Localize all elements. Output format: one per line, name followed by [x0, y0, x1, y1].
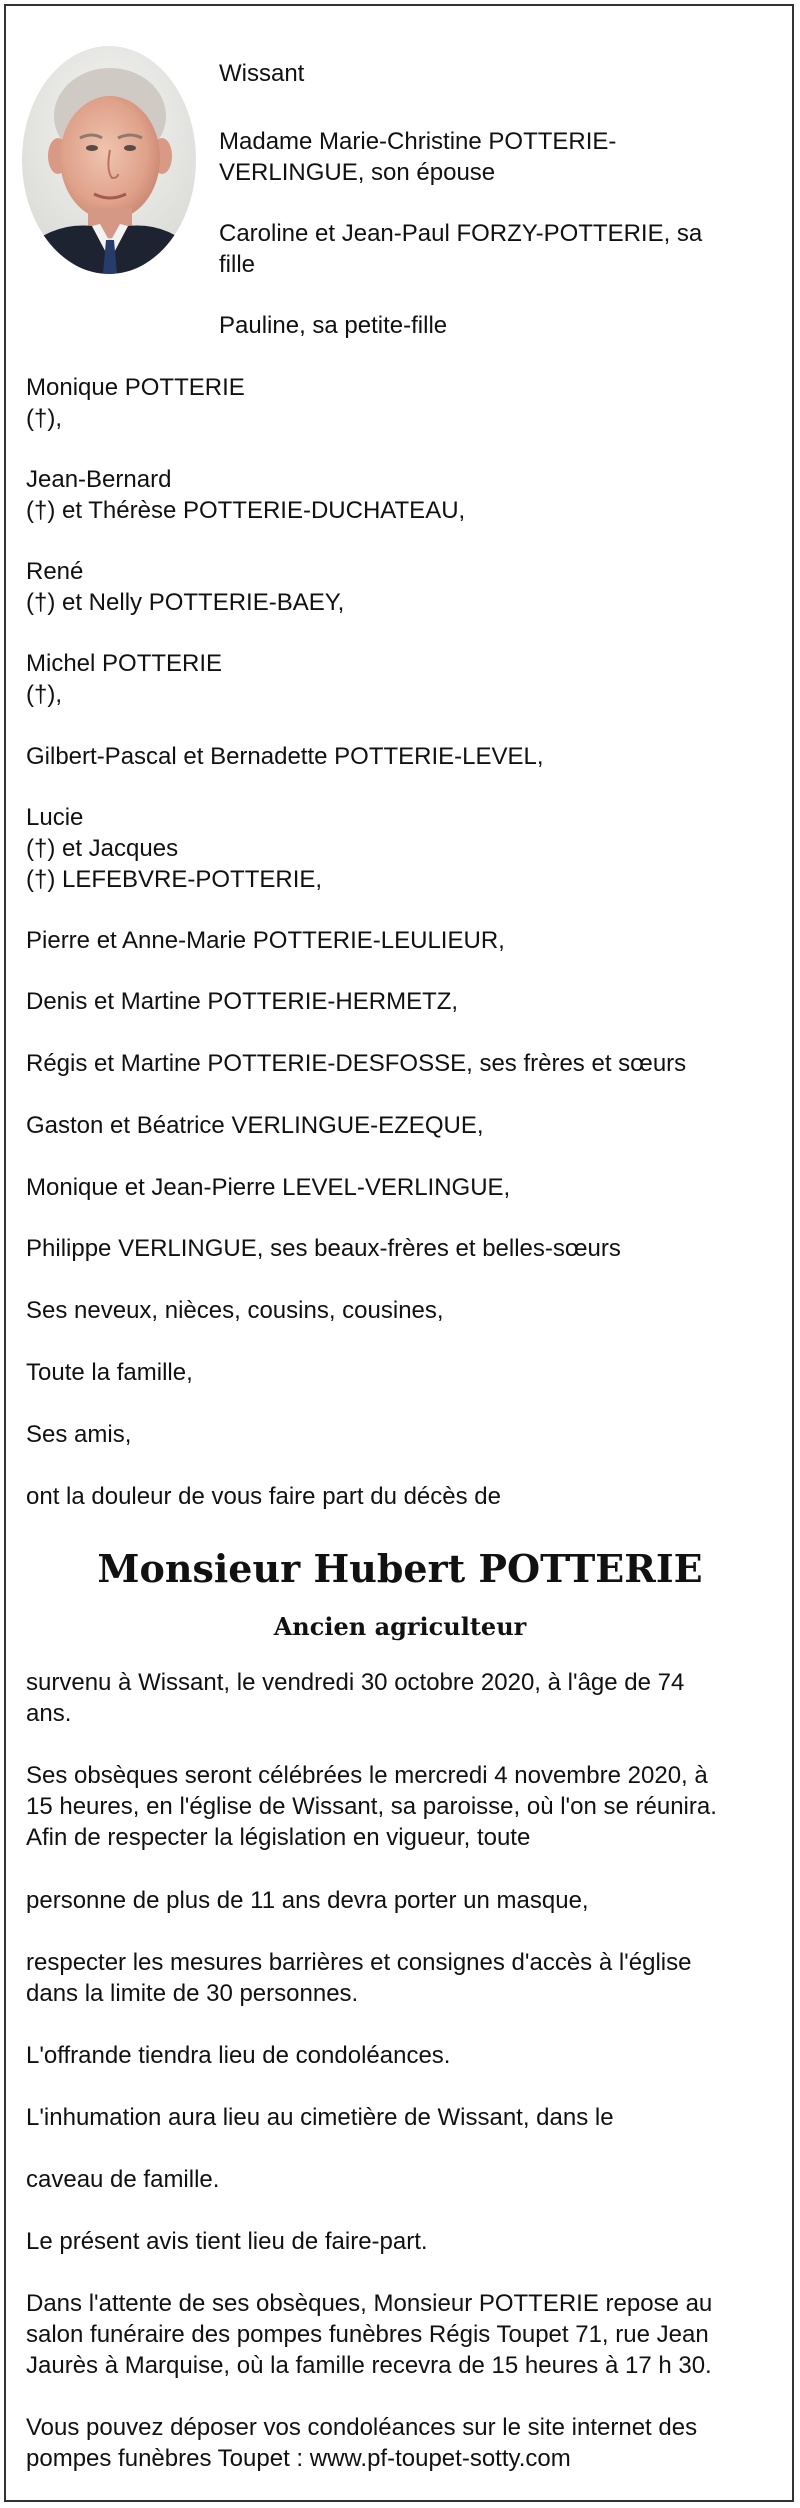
detail-line: caveau de famille. — [26, 2166, 220, 2193]
daughter-line-1: Caroline et Jean-Paul FORZY-POTTERIE, sa — [219, 220, 703, 247]
sibling-line: (†) LEFEBVRE-POTTERIE, — [26, 866, 323, 893]
sibling-line: Régis et Martine POTTERIE-DESFOSSE, ses frères et sœurs — [26, 1050, 687, 1077]
sibling-line: (†), — [26, 681, 62, 708]
town-name: Wissant — [219, 60, 305, 87]
sibling-line: René — [26, 558, 84, 585]
in-law-line: Gaston et Béatrice VERLINGUE-EZEQUE, — [26, 1112, 484, 1139]
daughter-line-2: fille — [219, 251, 256, 278]
detail-line: salon funéraire des pompes funèbres Régis Toupet 71, rue Jean — [26, 2321, 709, 2348]
sibling-line: (†) et Jacques — [26, 835, 179, 862]
detail-line: Afin de respecter la législation en vigueur, toute — [26, 1824, 531, 1851]
spouse-line-2: VERLINGUE, son épouse — [219, 159, 496, 186]
sibling-line: (†) et Thérèse POTTERIE-DUCHATEAU, — [26, 497, 466, 524]
detail-line: ans. — [26, 1700, 72, 1727]
sibling-line: Gilbert-Pascal et Bernadette POTTERIE-LEVEL, — [26, 743, 544, 770]
relatives-line: Ses neveux, nièces, cousins, cousines, — [26, 1297, 444, 1324]
in-law-line: Monique et Jean-Pierre LEVEL-VERLINGUE, — [26, 1174, 511, 1201]
detail-line: Ses obsèques seront célébrées le mercredi 4 novembre 2020, à — [26, 1762, 708, 1789]
family-line: Toute la famille, — [26, 1359, 193, 1386]
announcement-line: ont la douleur de vous faire part du décès de — [26, 1483, 501, 1510]
sibling-line: Monique POTTERIE — [26, 374, 245, 401]
detail-line: Jaurès à Marquise, où la famille recevra de 15 heures à 17 h 30. — [26, 2352, 712, 2379]
sibling-line: Lucie — [26, 804, 84, 831]
detail-line: L'inhumation aura lieu au cimetière de Wissant, dans le — [26, 2104, 614, 2131]
deceased-name: Monsieur Hubert POTTERIE — [97, 1546, 703, 1591]
detail-line: survenu à Wissant, le vendredi 30 octobre 2020, à l'âge de 74 — [26, 1669, 685, 1696]
detail-line: L'offrande tiendra lieu de condoléances. — [26, 2042, 451, 2069]
detail-line: respecter les mesures barrières et consignes d'accès à l'église — [26, 1949, 692, 1976]
granddaughter-line: Pauline, sa petite-fille — [219, 312, 448, 339]
detail-line: Le présent avis tient lieu de faire-part. — [26, 2228, 428, 2255]
deceased-profession: Ancien agriculteur — [273, 1612, 527, 1641]
sibling-line: (†) et Nelly POTTERIE-BAEY, — [26, 589, 345, 616]
detail-line: 15 heures, en l'église de Wissant, sa paroisse, où l'on se réunira. — [26, 1793, 717, 1820]
detail-line: dans la limite de 30 personnes. — [26, 1980, 359, 2007]
sibling-line: Jean-Bernard — [26, 466, 172, 493]
sibling-line: (†), — [26, 405, 62, 432]
spouse-line-1: Madame Marie-Christine POTTERIE- — [219, 128, 617, 155]
detail-line: Vous pouvez déposer vos condoléances sur le site internet des — [26, 2414, 698, 2441]
detail-line: Dans l'attente de ses obsèques, Monsieur POTTERIE repose au — [26, 2290, 713, 2317]
condolence-website: pompes funèbres Toupet : www.pf-toupet-sotty.com — [26, 2445, 571, 2472]
sibling-line: Denis et Martine POTTERIE-HERMETZ, — [26, 988, 459, 1015]
friends-line: Ses amis, — [26, 1421, 132, 1448]
detail-line: personne de plus de 11 ans devra porter un masque, — [26, 1887, 589, 1914]
in-law-line: Philippe VERLINGUE, ses beaux-frères et belles-sœurs — [26, 1235, 621, 1262]
sibling-line: Pierre et Anne-Marie POTTERIE-LEULIEUR, — [26, 927, 505, 954]
sibling-line: Michel POTTERIE — [26, 650, 223, 677]
deceased-portrait — [22, 46, 196, 274]
